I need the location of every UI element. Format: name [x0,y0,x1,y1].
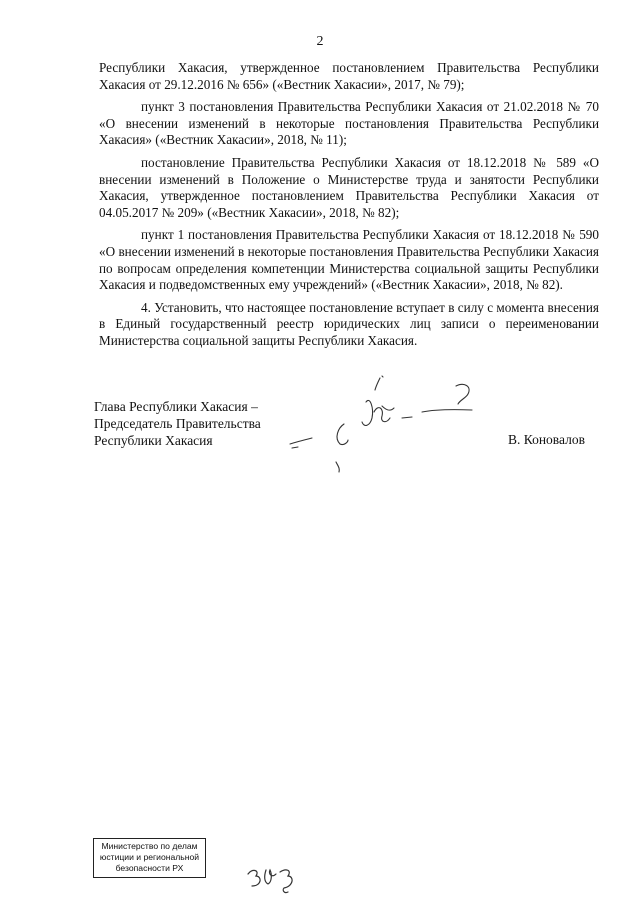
registration-stamp [93,838,206,878]
stamp-line: юстиции и региональной [99,852,200,862]
paragraph: постановление Правительства Республики Хакасия от 18.12.2018 № 589 «О внесении изменений в Положение о Министерстве труда и занятости Республики Хакасия, утвержденное постановлением Правительства Республики Хакасия от 04.05.2017 № 209» («Вестник Хакасии», 2018, № 82); [99,154,599,220]
signatory-title [94,398,261,449]
signatory-title-line: Председатель Правительства [94,416,261,431]
paragraph: пункт 3 постановления Правительства Республики Хакасия от 21.02.2018 № 70 «О внесении изменений в некоторые постановления Правительства Республики Хакасия» («Вестник Хакасии», 2018, № 11); [99,99,599,148]
signatory-name: В. Коновалов [508,432,585,447]
document-body [99,60,599,356]
handwritten-initials [242,860,302,898]
paragraph: 4. Установить, что настоящее постановление вступает в силу с момента внесения в Единый государственный реестр юридических лиц записи о переименовании Министерства социальной защиты Республики Хакасия. [99,299,599,348]
paragraph: пункт 1 постановления Правительства Республики Хакасия от 18.12.2018 № 590 «О внесении изменений в некоторые постановления Правительства Республики Хакасия по вопросам определения компетенции Министерства социальной защиты Республики Хакасия и подведомственных ему учреждений» («Вестник Хакасии», 2018, № 82). [99,227,599,293]
page-number: 2 [316,34,324,49]
signatory-title-line: Республики Хакасия [94,433,213,448]
paragraph: Республики Хакасия, утвержденное постановлением Правительства Республики Хакасия от 29.12.2016 № 656» («Вестник Хакасии», 2017, № 79); [99,60,599,92]
stamp-line: безопасности РХ [115,863,184,873]
signatory-title-line: Глава Республики Хакасия – [94,399,258,414]
stamp-line: Министерство по делам [101,841,198,851]
handwritten-signature [282,368,492,478]
